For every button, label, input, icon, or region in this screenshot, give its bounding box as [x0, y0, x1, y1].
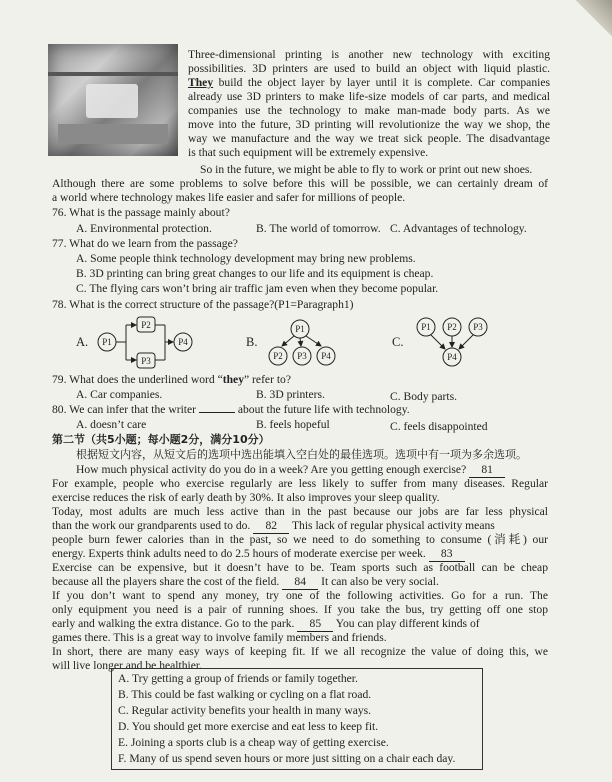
q77-option-c[interactable]: C. The flying cars won’t bring air traffic jam even when they become popular.	[76, 282, 439, 295]
diagram-c-p3-label: P3	[473, 322, 483, 332]
q78-option-c-label[interactable]: C.	[392, 335, 404, 349]
q80-option-c[interactable]: C. feels disappointed	[390, 420, 488, 433]
diagram-c-p1-label: P1	[421, 322, 431, 332]
passage-b-p5-line-1: In short, there are many easy ways of keeping fit. If we all recognize the value of doing this, we	[52, 645, 548, 658]
q78-option-b-label[interactable]: B.	[246, 335, 258, 349]
option-a[interactable]: A. Try getting a group of friends or family together.	[118, 672, 358, 685]
passage-b-p2-line-4: energy. Experts think adults need to do 2.5 hours of moderate exercise per week. 83	[52, 547, 465, 562]
diagram-a-p1-label: P1	[102, 337, 112, 347]
passage-b-p5-line-2: will live longer and be healthier.	[52, 659, 203, 672]
passage-b-p4-line-2: only equipment you need is a pair of running shoes. If you take the bus, try getting off one stop	[52, 603, 548, 616]
passage-a-line-9: So in the future, we might be able to fly to work or print out new shoes.	[200, 163, 533, 176]
diagram-a-p4-label: P4	[178, 337, 188, 347]
option-f[interactable]: F. Many of us spend seven hours or more just sitting on a chair each day.	[118, 752, 456, 765]
passage-a-line-6: move into the future, 3D printing will revolutionize the way we shop, the	[188, 118, 550, 131]
q77-stem: 77. What do we learn from the passage?	[52, 237, 238, 250]
q76-option-c[interactable]: C. Advantages of technology.	[390, 222, 527, 235]
q79-option-a[interactable]: A. Car companies.	[76, 388, 163, 401]
diagram-b-p3-label: P3	[297, 351, 307, 361]
q80-stem: 80. We can infer that the writer about the future life with technology.	[52, 403, 410, 416]
diagram-c-p4-label: P4	[447, 352, 457, 362]
option-e[interactable]: E. Joining a sports club is a cheap way of getting exercise.	[118, 736, 389, 749]
passage-b-p2-line-1: Today, most adults are much less active than in the past because our jobs are far less physical	[52, 505, 548, 518]
diagram-a-p3-label: P3	[141, 356, 151, 366]
option-b[interactable]: B. This could be fast walking or cycling on a flat road.	[118, 688, 372, 701]
blank-85[interactable]: 85	[297, 617, 333, 632]
diagram-c-edge-3	[459, 335, 473, 349]
diagram-c-edge-1	[431, 335, 445, 349]
passage-a-line-10: Although there are some problems to solve before this will be possible, we can certainly dream of	[52, 177, 548, 190]
passage-b-p4-line-3: early and walking the extra distance. Go to the park. 85 You can play different kinds of	[52, 617, 480, 630]
diagram-b-edge-2	[300, 338, 301, 346]
q79-option-b[interactable]: B. 3D printers.	[256, 388, 325, 401]
diagram-b-p1-label: P1	[295, 324, 305, 334]
passage-b-p2-line-3: people burn fewer calories than in the past, so we need to do something to consume (消耗) our	[52, 533, 548, 546]
passage-a-line-5: companies use the technology to make man-made body parts. As we	[188, 104, 550, 117]
options-box	[111, 668, 483, 770]
passage-b-p2-line-2: than the work our grandparents used to do. 82 This lack of regular physical activity means	[52, 519, 495, 532]
q80-option-b[interactable]: B. feels hopeful	[256, 418, 330, 431]
blank-81[interactable]: 81	[469, 463, 505, 478]
diagram-a-p2-label: P2	[141, 320, 151, 330]
q76-stem: 76. What is the passage mainly about?	[52, 206, 230, 219]
passage-a-line-4: already use 3D printers to make life-size models of car parts, and medical	[188, 90, 550, 103]
blank-84[interactable]: 84	[282, 575, 318, 590]
passage-a-line-3: They build the object layer by layer until it is complete. Car companies	[188, 76, 550, 89]
q78-option-a-label[interactable]: A.	[76, 335, 89, 349]
q79-option-c[interactable]: C. Body parts.	[390, 390, 457, 403]
q77-option-a[interactable]: A. Some people think technology development may bring new problems.	[76, 252, 416, 265]
diagram-b-p4-label: P4	[321, 351, 331, 361]
q78-stem: 78. What is the correct structure of the passage?(P1=Paragraph1)	[52, 298, 354, 311]
diagram-b-edge-1	[282, 336, 294, 346]
q77-option-b[interactable]: B. 3D printing can bring great changes to our life and its equipment is cheap.	[76, 267, 434, 280]
passage-a-line-2: possibilities. 3D printers are used to build an object with liquid plastic.	[188, 62, 550, 75]
diagram-b-p2-label: P2	[273, 351, 283, 361]
q76-option-a[interactable]: A. Environmental protection.	[76, 222, 212, 235]
passage-b-p4-line-4: games there. This is a great way to involve family members and friends.	[52, 631, 387, 644]
blank-83[interactable]: 83	[429, 547, 465, 562]
passage-a-line-7: way we manufacture and the way we treat sick people. The disadvantage	[188, 132, 550, 145]
q79-stem: 79. What does the underlined word “they” refer to?	[52, 373, 291, 386]
option-c[interactable]: C. Regular activity benefits your health in many ways.	[118, 704, 372, 717]
passage-b-p1-line-1: How much physical activity do you do in a week? Are you getting enough exercise? 81	[76, 463, 505, 478]
passage-b-p3-line-1: Exercise can be expensive, but it doesn’t have to be. Team sports such as football can be cheap	[52, 561, 548, 574]
passage-b-p1-line-3: exercise reduces the risk of early death by 30%. It also improves your sleep quality.	[52, 491, 440, 504]
diagram-c-p2-label: P2	[447, 322, 457, 332]
passage-b-p4-line-1: If you don’t want to spend any money, try one of the following activities. Go for a run. The	[52, 589, 548, 602]
option-d[interactable]: D. You should get more exercise and eat less to keep fit.	[118, 720, 379, 733]
q80-blank	[199, 412, 235, 413]
underlined-word-they: They	[188, 76, 214, 89]
q76-option-b[interactable]: B. The world of tomorrow.	[256, 222, 381, 235]
q80-option-a[interactable]: A. doesn’t care	[76, 418, 147, 431]
passage-a-line-8: is that such equipment will be extremely expensive.	[188, 146, 429, 159]
blank-82[interactable]: 82	[253, 519, 289, 534]
passage-a-line-1: Three-dimensional printing is another new technology with exciting	[188, 48, 550, 61]
passage-b-p3-line-2: because all the players share the cost of the field. 84 It can also be very social.	[52, 575, 439, 588]
section-2-instruction: 根据短文内容，从短文后的选项中选出能填入空白处的最佳选项。选项中有一项为多余选项。	[76, 448, 527, 461]
passage-a-line-11: a world where technology makes life easier and safer for millions of people.	[52, 191, 406, 204]
passage-b-p1-line-2: For example, people who exercise regularly are less likely to suffer from many diseases. Regular	[52, 477, 548, 490]
q79-word-they: they	[222, 373, 245, 386]
diagram-b-edge-3	[306, 336, 321, 346]
section-2-header: 第二节（共5小题；每小题2分，满分10分）	[52, 433, 270, 446]
